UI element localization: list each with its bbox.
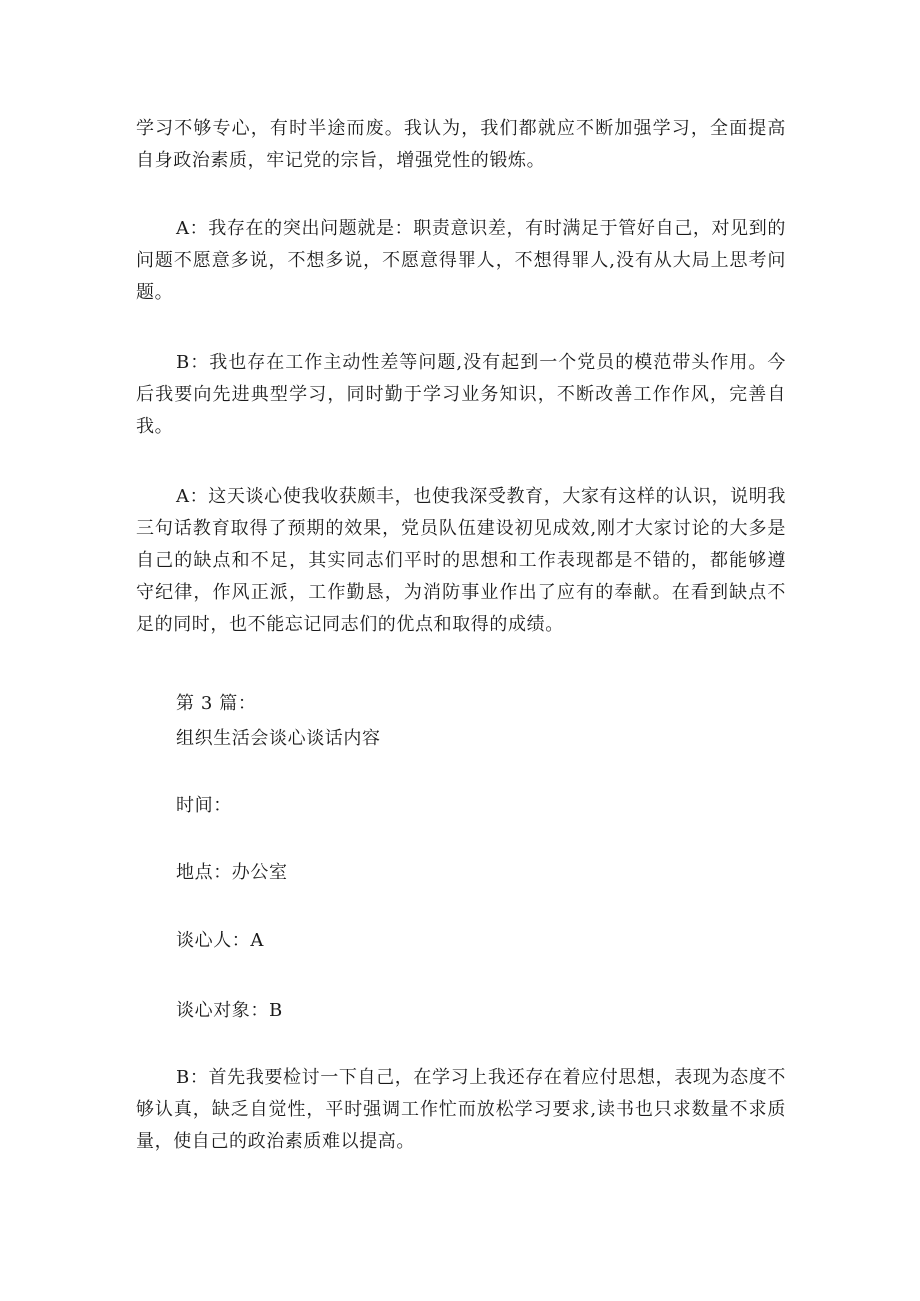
paragraph-4: A：这天谈心使我收获颇丰，也使我深受教育，大家有这样的认识，说明我三句话教育取得了预期的效果，党员队伍建设初见成效,刚才大家讨论的大多是自己的缺点和不足，其实同志们平时的思想和工作表现都是不错的，都能够遵守纪律，作风正派，工作勤恳，为消防事业作出了应有的奉献。在看到缺点不足的同时，也不能忘记同志们的优点和取得的成绩。	[136, 486, 786, 635]
section-label: 第 3 篇：	[176, 693, 257, 714]
paragraph-final: B：首先我要检讨一下自己，在学习上我还存在着应付思想，表现为态度不够认真，缺乏自觉性，平时强调工作忙而放松学习要求,读书也只求数量不求质量，使自己的政治素质难以提高。	[136, 1067, 786, 1152]
time-line: 时间：	[176, 795, 232, 816]
location-line: 地点：办公室	[176, 862, 288, 883]
target-line: 谈心对象：B	[176, 1000, 283, 1021]
paragraph-3: B：我也存在工作主动性差等问题,没有起到一个党员的模范带头作用。今后我要向先进典型学习，同时勤于学习业务知识，不断改善工作作风，完善自我。	[136, 352, 786, 437]
paragraph-2: A：我存在的突出问题就是：职责意识差，有时满足于管好自己，对见到的问题不愿意多说，不想多说，不愿意得罪人，不想得罪人,没有从大局上思考问题。	[136, 218, 786, 303]
paragraph-1: 学习不够专心，有时半途而废。我认为，我们都就应不断加强学习，全面提高自身政治素质，牢记党的宗旨，增强党性的锻炼。	[136, 118, 786, 171]
speaker-line: 谈心人：A	[176, 930, 264, 951]
section-title: 组织生活会谈心谈话内容	[176, 728, 381, 749]
